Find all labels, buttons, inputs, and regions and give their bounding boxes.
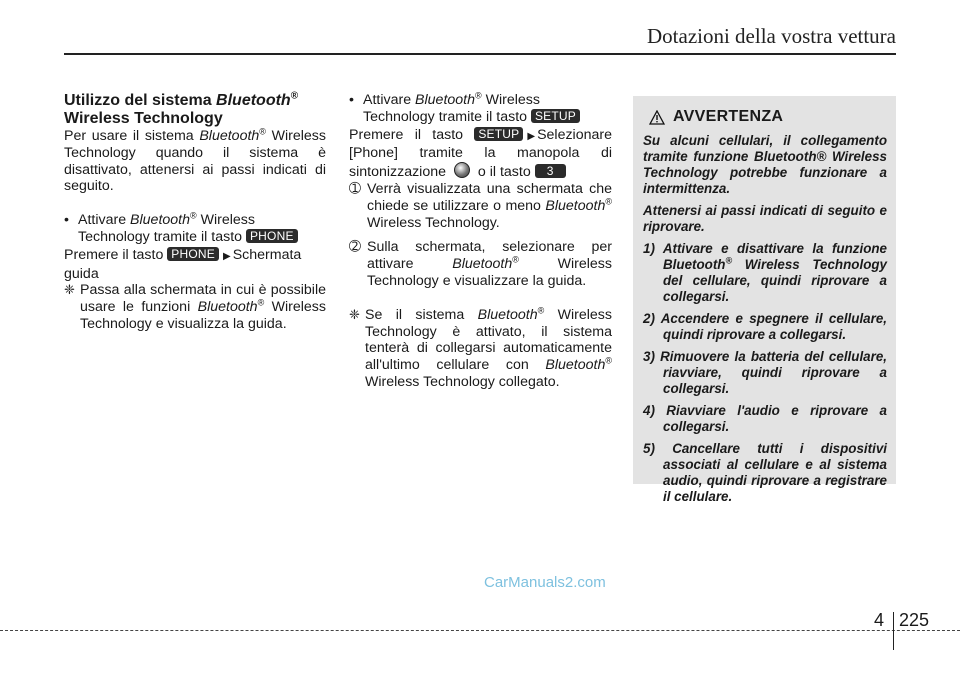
phone-key-icon: PHONE xyxy=(246,229,298,243)
step-2-mark: ➁ xyxy=(349,239,361,256)
warning-step-3: 3) Rimuovere la batteria del cellulare, riavviare, quindi riprovare a collegarsi. xyxy=(643,349,887,396)
middle-column xyxy=(349,92,612,391)
warning-step-5: 5) Cancellare tutti i dispositivi associati al cellulare e al sistema audio, quindi riprovare a registrare il cellulare. xyxy=(643,441,887,504)
left-column xyxy=(64,92,326,333)
tune-knob-icon xyxy=(454,162,470,178)
warning-step-4: 4) Riavviare l'audio e riprovare a collegarsi. xyxy=(643,403,887,434)
arrow-right-icon: ▶ xyxy=(527,130,536,142)
footer-rule xyxy=(0,630,960,631)
note-mark-icon: ❈ xyxy=(349,306,360,322)
arrow-right-icon: ▶ xyxy=(222,250,231,262)
warning-paragraph-2: Attenersi ai passi indicati di seguito e riprovare. xyxy=(643,203,887,234)
step-1: ➀ Verrà visualizzata una schermata che chiede se utilizzare o meno Bluetooth® Wireless Technology. xyxy=(349,180,612,231)
section-number: 4 xyxy=(874,610,885,630)
setup-key-icon: SETUP xyxy=(531,109,580,123)
note-paragraph: ❈ Passa alla schermata in cui è possibile usare le funzioni Bluetooth® Wireless Technology e visualizza la guida. xyxy=(64,282,326,332)
press-phone-paragraph: Premere il tasto PHONE ▶ Schermata guida xyxy=(64,246,302,282)
header-title: Dotazioni della vostra vettura xyxy=(647,24,896,48)
footer-separator xyxy=(893,612,894,650)
watermark: CarManuals2.com xyxy=(484,574,606,591)
header-rule xyxy=(64,53,896,55)
warning-header xyxy=(643,108,887,126)
page-number: 225 xyxy=(899,610,930,630)
bullet-mark: • xyxy=(349,92,354,108)
warning-title: AVVERTENZA xyxy=(673,108,784,125)
warning-triangle-icon xyxy=(649,110,665,125)
bullet-activate-bluetooth-setup: • Attivare Bluetooth® Wireless Technology tramite il tasto SETUP xyxy=(349,92,612,126)
note-mark-icon: ❈ xyxy=(64,282,75,298)
step-1-mark: ➀ xyxy=(349,180,361,197)
note-paragraph: ❈ Se il sistema Bluetooth® Wireless Technology è attivato, il sistema tenterà di collegarsi automaticamente all'ultimo cellulare con Bluetooth® Wireless Technology collegato. xyxy=(349,305,612,390)
warning-step-2: 2) Accendere e spegnere il cellulare, quindi riprovare a collegarsi. xyxy=(643,311,887,342)
press-setup-paragraph: Premere il tasto SETUP ▶ Selezionare [Phone] tramite la manopola di sintonizzazione o il tasto 3 xyxy=(349,126,612,181)
intro-paragraph: Per usare il sistema Bluetooth® Wireless Technology quando il sistema è disattivato, attenersi ai passi indicati di seguito. xyxy=(64,126,326,195)
step-2: ➁ Sulla schermata, selezionare per attivare Bluetooth® Wireless Technology e visualizzare la guida. xyxy=(349,239,612,289)
warning-box xyxy=(633,96,896,504)
bullet-activate-bluetooth: • Attivare Bluetooth® Wireless Technology tramite il tasto PHONE xyxy=(64,212,326,246)
key-3-icon: 3 xyxy=(535,164,566,178)
phone-key-icon: PHONE xyxy=(167,247,219,261)
warning-paragraph-1: Su alcuni cellulari, il collegamento tramite funzione Bluetooth® Wireless Technology potrebbe funzionare a intermittenza. xyxy=(643,133,887,196)
setup-key-icon: SETUP xyxy=(474,127,523,141)
bullet-mark: • xyxy=(64,212,69,229)
section-heading: Utilizzo del sistema Bluetooth® Wireless Technology xyxy=(64,90,299,127)
warning-step-1: 1) Attivare e disattivare la funzione Bluetooth® Wireless Technology del cellulare, quindi riprovare a collegarsi. xyxy=(643,241,887,304)
